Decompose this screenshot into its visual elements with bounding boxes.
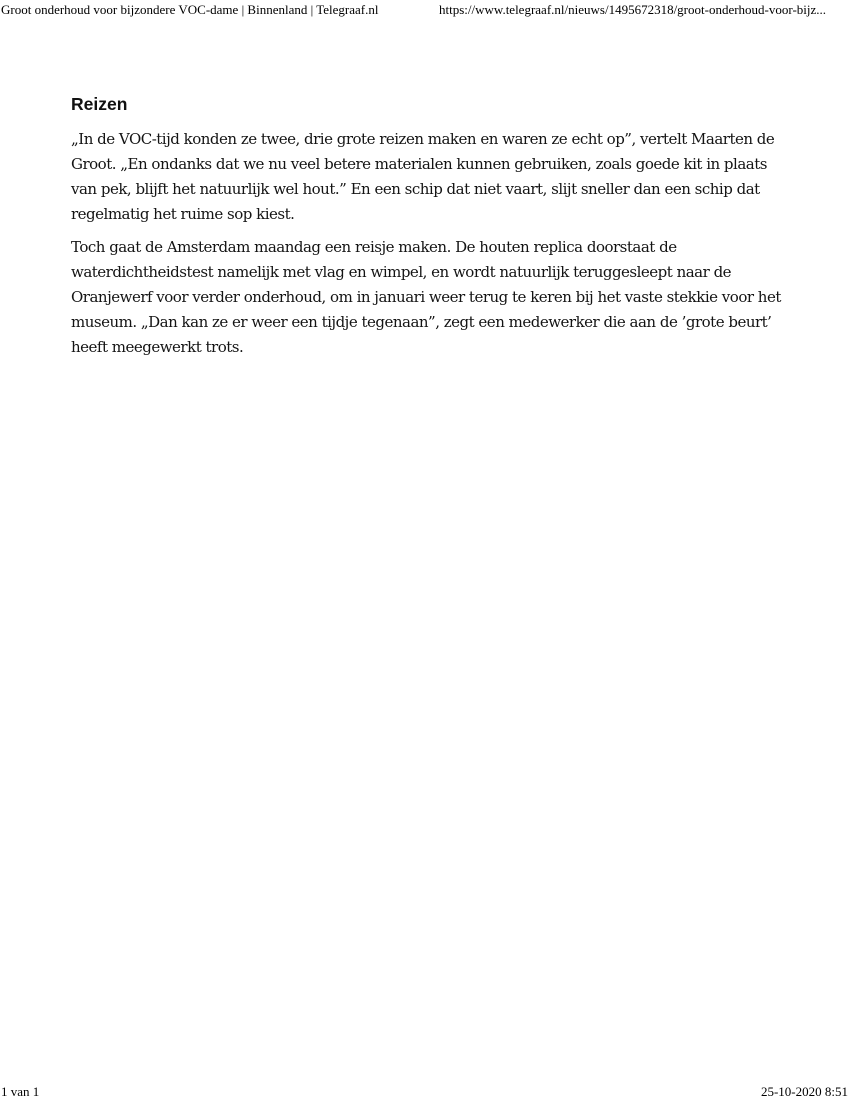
article-paragraph-2: Toch gaat de Amsterdam maandag een reisje maken. De houten replica doorstaat de waterdichtheidstest namelijk met vlag en wimpel, en wordt natuurlijk teruggesleept naar de Oranjewerf voor verder onderhoud, om in januari weer terug te keren bij het vaste stekkie voor het museum. „Dan kan ze er weer een tijdje tegenaan”, zegt een medewerker die aan de ’grote beurt’ heeft meegewerkt trots. [71,238,781,356]
print-footer-datetime: 25-10-2020 8:51 [760,1084,848,1099]
article-paragraph-1: „In de VOC-tijd konden ze twee, drie grote reizen maken en waren ze echt op”, vertelt Maarten de Groot. „En ondanks dat we nu veel betere materialen kunnen gebruiken, zoals goede kit in plaats van pek, blijft het natuurlijk wel hout.” En een schip dat niet vaart, slijt sneller dan een schip dat regelmatig het ruime sop kiest. [71,130,775,223]
section-heading: Reizen [71,94,128,114]
print-footer-page-number: 1 van 1 [1,1084,40,1099]
print-header-page-title: Groot onderhoud voor bijzondere VOC-dame | Binnenland | Telegraaf.nl [1,2,379,17]
print-header-url: https://www.telegraaf.nl/nieuws/1495672318/groot-onderhoud-voor-bijz... [439,2,827,17]
article-body [71,92,786,360]
